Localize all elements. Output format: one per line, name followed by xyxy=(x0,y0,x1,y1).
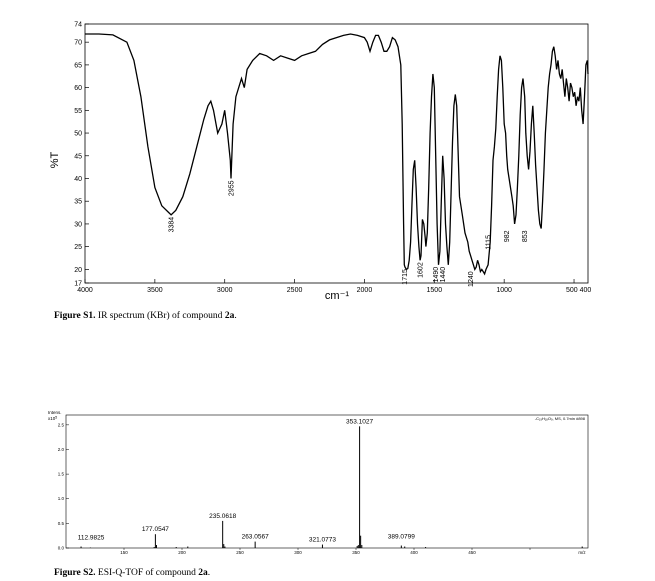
ir-x-tick-label: 500 400 xyxy=(566,287,592,294)
ms-x-tick-label: 150 xyxy=(120,550,128,555)
ir-y-tick-label: 40 xyxy=(74,175,82,183)
ir-peak-label: 3384 xyxy=(168,216,176,233)
ir-peak-label: 1240 xyxy=(468,271,476,287)
figure-s2-text: ESI-Q-TOF of compound xyxy=(95,568,199,578)
ir-x-tick-label: 2000 xyxy=(356,287,373,294)
ms-y-tick-label: 2.0 xyxy=(57,446,64,452)
ir-plot-frame xyxy=(85,24,588,283)
ir-y-tick-label: 55 xyxy=(74,107,82,115)
ms-peak-label: 321.0773 xyxy=(308,536,337,544)
ir-y-tick-label: 25 xyxy=(74,244,82,252)
ms-x-tick-label: 300 xyxy=(294,550,302,555)
ir-peak-label: 982 xyxy=(504,230,512,243)
ir-x-tick-label: 1500 xyxy=(426,287,443,294)
ir-spectrum-line xyxy=(85,34,588,274)
ms-y-tick-label: 1.5 xyxy=(57,471,64,477)
ir-y-tick-label: 60 xyxy=(74,85,82,93)
ms-x-tick-label: 250 xyxy=(236,550,244,555)
ms-x-tick-label: m/z xyxy=(578,550,586,555)
ms-y-tick-label: 0.5 xyxy=(57,520,64,526)
ms-y-unit-label: Intens. xyxy=(48,410,62,415)
ir-peak-label: 1440 xyxy=(440,266,448,283)
ms-peak-label: 177.0547 xyxy=(141,526,169,534)
ir-y-tick-label: 20 xyxy=(74,266,82,274)
ir-peak-label: 1115 xyxy=(485,235,493,250)
ir-peak-label: 1602 xyxy=(417,262,425,278)
figure-s2-caption xyxy=(54,568,210,578)
ms-peak-label: 263.0567 xyxy=(241,533,269,541)
figure-s2-compound: 2a xyxy=(198,568,208,578)
ir-y-tick-label: 17 xyxy=(74,280,82,288)
figure-s2-label: Figure S2. xyxy=(54,568,96,578)
ms-header-note: -C₁₉H₁₈O₉, MS, 0.7min #898 xyxy=(534,416,585,421)
ms-x-tick-label: 400 xyxy=(410,550,418,555)
figure-s1-label: Figure S1. xyxy=(54,311,96,321)
ir-peak-label: 1715 xyxy=(401,269,409,285)
ms-peak-label: 353.1027 xyxy=(346,418,374,426)
ms-y-scale-label: $x10^5$ xyxy=(48,415,58,421)
ms-y-tick-label: 0.0 xyxy=(57,545,64,551)
ms-y-tick-label: 2.5 xyxy=(57,422,64,428)
ir-peak-label: 2955 xyxy=(228,180,236,197)
figure-s1-end: . xyxy=(234,311,237,321)
ir-x-tick-label: 3000 xyxy=(216,287,233,294)
ms-peak-label: 235.0618 xyxy=(209,512,237,520)
ir-peak-label: 1490 xyxy=(433,266,441,283)
ir-y-tick-label: 35 xyxy=(74,198,82,206)
figure-s1-compound: 2a xyxy=(224,311,235,321)
ms-x-tick-label: 350 xyxy=(352,550,360,555)
ir-y-tick-label: 30 xyxy=(74,221,82,229)
ir-x-tick-label: 1000 xyxy=(496,287,512,294)
ms-x-tick-label: 450 xyxy=(468,550,476,555)
ms-peak-label: 389.0799 xyxy=(387,533,415,541)
ir-y-axis-label: %T xyxy=(49,151,61,169)
figure-s1-text: IR spectrum (KBr) of compound xyxy=(95,311,225,321)
ir-x-tick-label: 3500 xyxy=(147,287,163,294)
ms-spectrum-figure xyxy=(0,405,655,555)
ms-peak-label: 112.9825 xyxy=(77,534,105,542)
ir-y-tick-label: 74 xyxy=(74,21,82,29)
ir-x-tick-label: 4000 xyxy=(77,287,93,294)
ir-y-tick-label: 70 xyxy=(74,39,82,47)
ir-peak-label: 853 xyxy=(522,230,530,243)
ir-y-tick-label: 45 xyxy=(74,153,82,161)
ir-x-axis-label: cm⁻¹ xyxy=(324,290,350,300)
ms-y-tick-label: 1.0 xyxy=(57,496,64,502)
figure-s1-caption xyxy=(54,311,237,321)
ir-y-tick-label: 50 xyxy=(74,130,82,138)
ir-y-tick-label: 65 xyxy=(74,62,82,70)
ms-spectrum-chart xyxy=(0,405,655,555)
ir-x-tick-label: 2500 xyxy=(286,287,303,294)
figure-s2-end: . xyxy=(207,568,211,578)
ms-x-tick-label: 200 xyxy=(178,550,186,555)
